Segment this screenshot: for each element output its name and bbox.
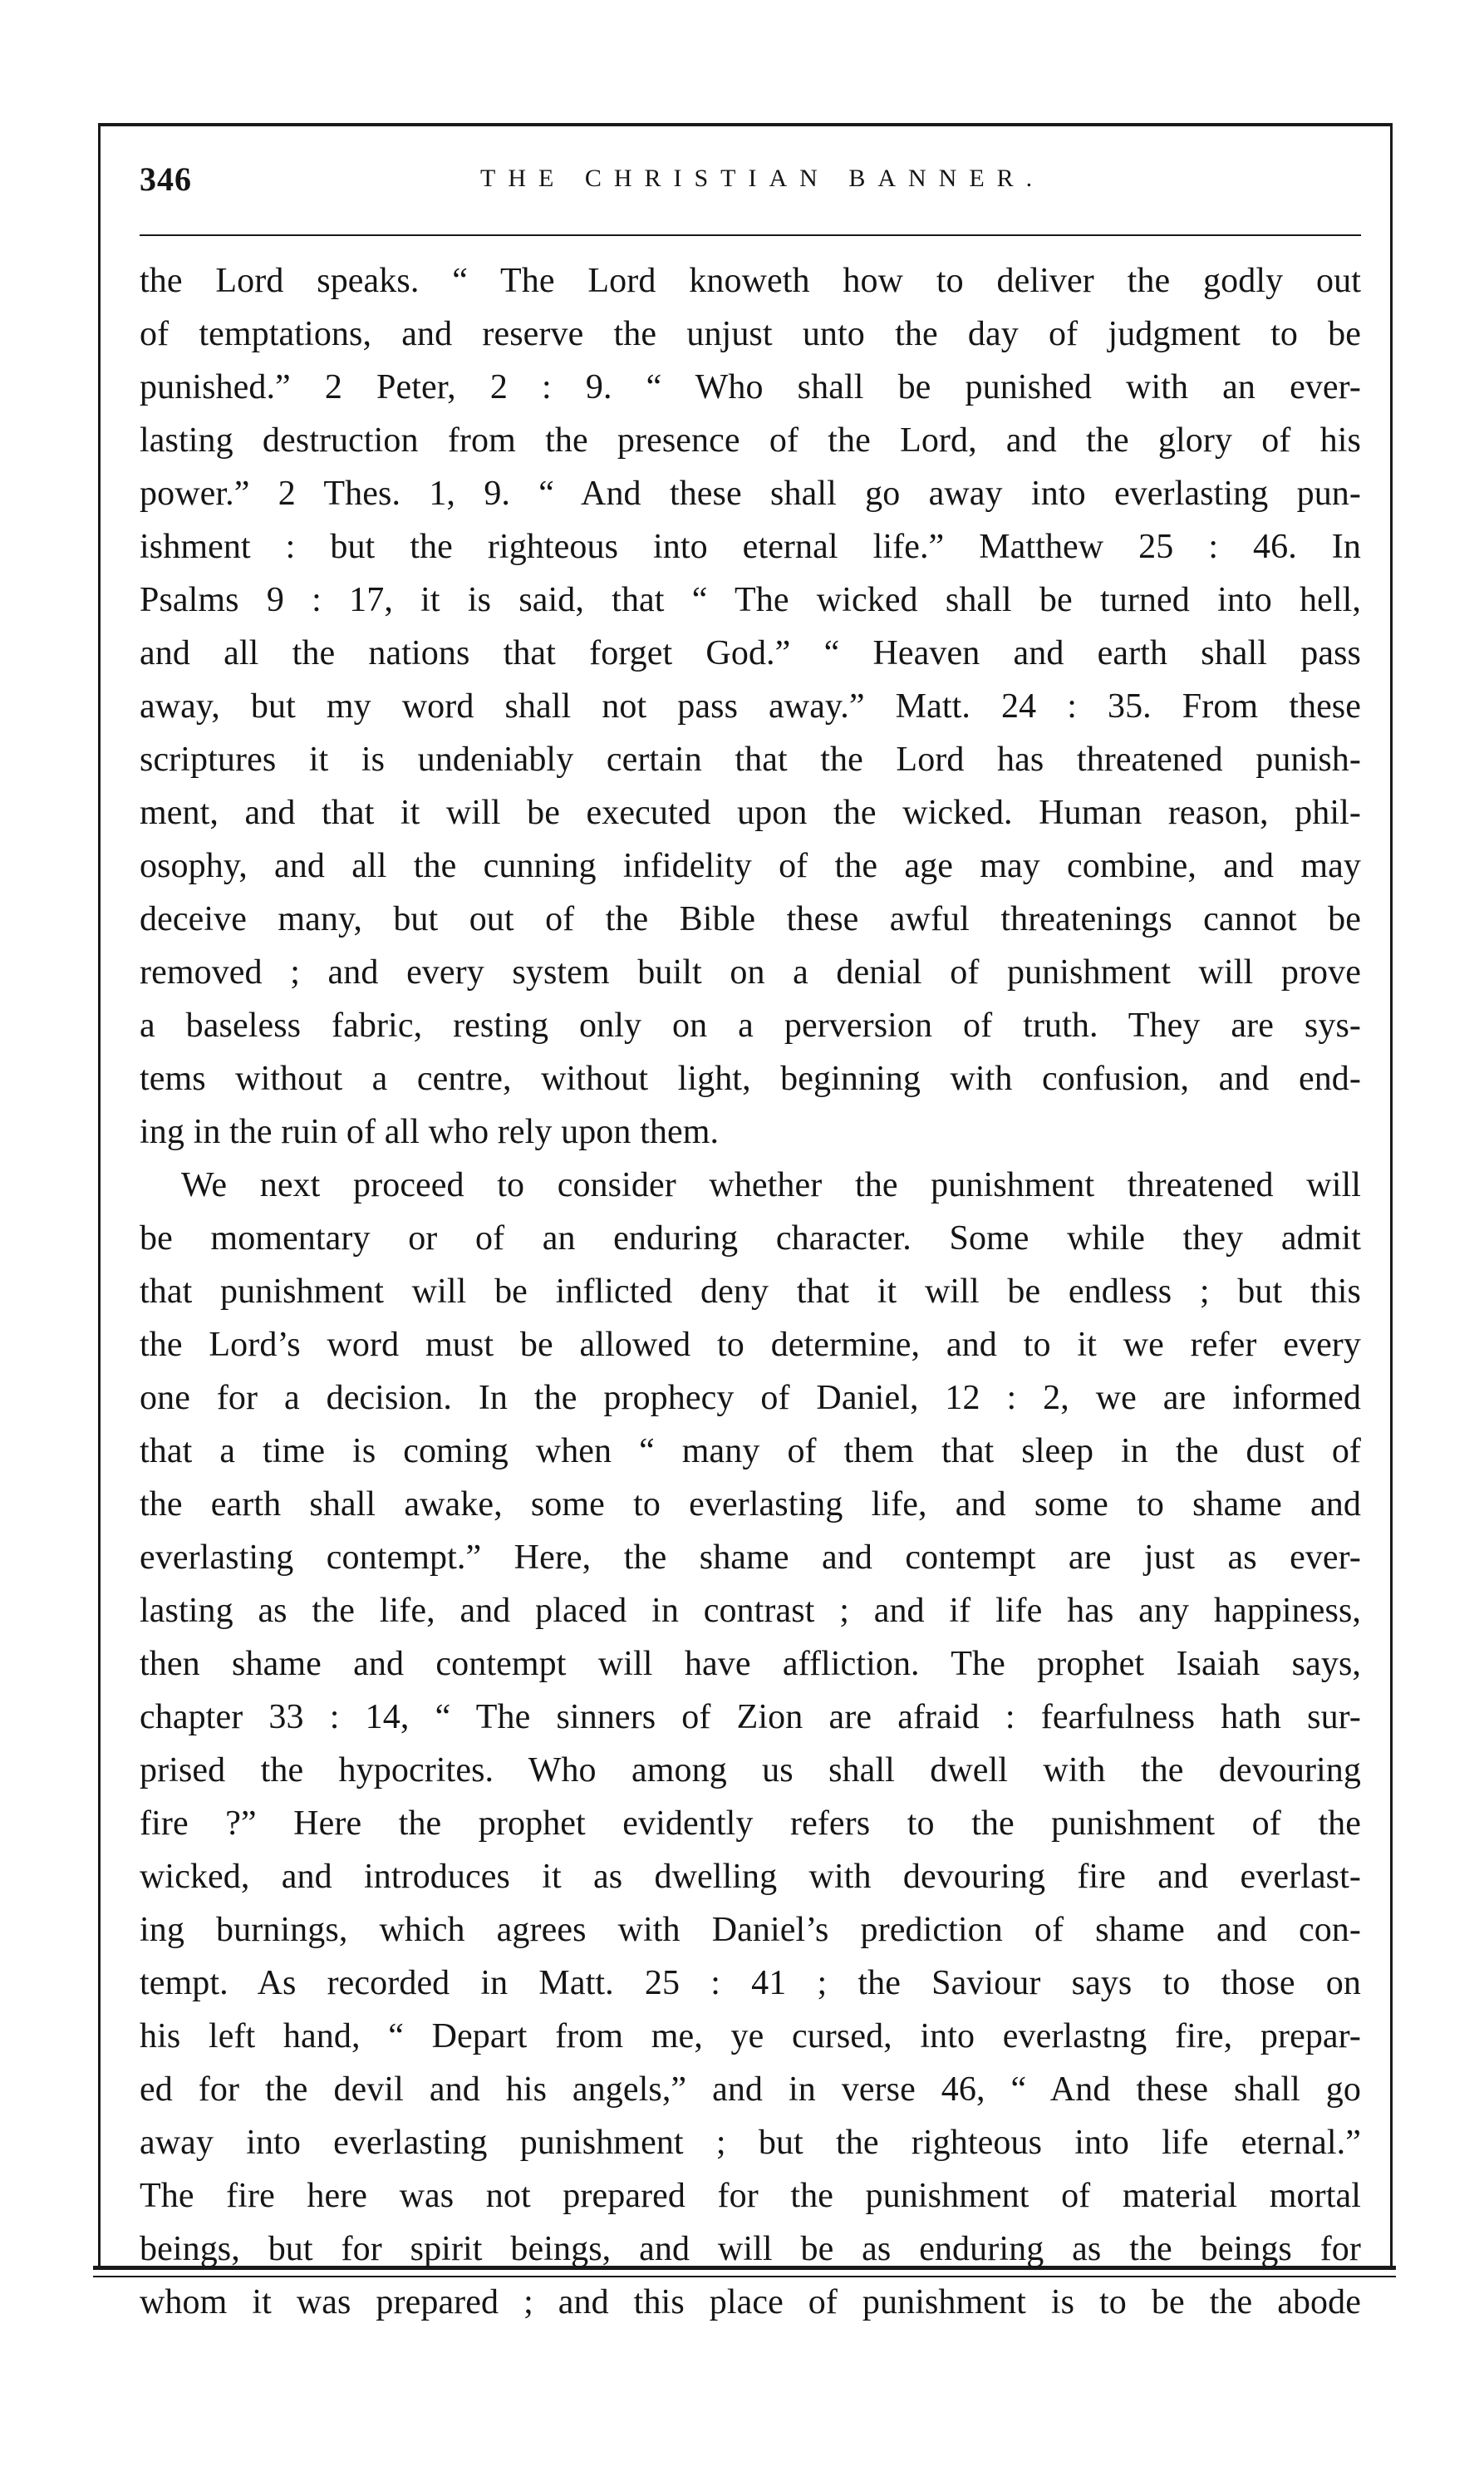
text-line: that punishment will be inflicted deny that it will be endless ; but this	[140, 1273, 1361, 1311]
text-line: everlasting contempt.” Here, the shame and contempt are just as ever-	[140, 1538, 1361, 1577]
text-line: ed for the devil and his angels,” and in verse 46, “ And these shall go	[140, 2070, 1361, 2109]
text-line: away, but my word shall not pass away.” Matt. 24 : 35. From these	[140, 687, 1361, 726]
text-line: prised the hypocrites. Who among us shall dwell with the devouring	[140, 1751, 1361, 1789]
page-header	[140, 160, 1361, 209]
text-line: ment, and that it will be executed upon the wicked. Human reason, phil-	[140, 794, 1361, 832]
text-line: power.” 2 Thes. 1, 9. “ And these shall go away into everlasting pun-	[140, 475, 1361, 513]
text-line: tems without a centre, without light, beginning with confusion, and end-	[140, 1060, 1361, 1098]
text-line: the Lord’s word must be allowed to determine, and to it we refer every	[140, 1326, 1361, 1364]
text-line: of temptations, and reserve the unjust unto the day of judgment to be	[140, 315, 1361, 353]
text-line: ishment : but the righteous into eternal life.” Matthew 25 : 46. In	[140, 528, 1361, 566]
text-line: removed ; and every system built on a denial of punishment will prove	[140, 953, 1361, 992]
text-line: the earth shall awake, some to everlasting life, and some to shame and	[140, 1485, 1361, 1524]
text-line: beings, but for spirit beings, and will be as enduring as the beings for	[140, 2230, 1361, 2268]
text-line: tempt. As recorded in Matt. 25 : 41 ; the Saviour says to those on	[140, 1964, 1361, 2002]
text-line: osophy, and all the cunning infidelity of the age may combine, and may	[140, 847, 1361, 885]
text-line: a baseless fabric, resting only on a perversion of truth. They are sys-	[140, 1007, 1361, 1045]
text-line: ing burnings, which agrees with Daniel’s prediction of shame and con-	[140, 1911, 1361, 1949]
header-rule	[140, 234, 1361, 236]
text-line: punished.” 2 Peter, 2 : 9. “ Who shall be punished with an ever-	[140, 368, 1361, 406]
text-line: lasting as the life, and placed in contrast ; and if life has any happiness,	[140, 1592, 1361, 1630]
page-number: 346	[140, 160, 192, 198]
paragraph-end-line: ing in the ruin of all who rely upon them.	[140, 1113, 720, 1151]
text-line: whom it was prepared ; and this place of punishment is to be the abode	[140, 2283, 1361, 2321]
text-line: and all the nations that forget God.” “ Heaven and earth shall pass	[140, 634, 1361, 672]
text-line: lasting destruction from the presence of the Lord, and the glory of his	[140, 421, 1361, 460]
text-line: that a time is coming when “ many of them that sleep in the dust of	[140, 1432, 1361, 1470]
text-line: scriptures it is undeniably certain that the Lord has threatened punish-	[140, 741, 1361, 779]
paragraph-start-line: We next proceed to consider whether the punishment threatened will	[181, 1166, 1361, 1204]
text-line: then shame and contempt will have affliction. The prophet Isaiah says,	[140, 1645, 1361, 1683]
body-text	[140, 254, 1361, 2329]
text-line: deceive many, but out of the Bible these awful threatenings cannot be	[140, 900, 1361, 938]
text-line: the Lord speaks. “ The Lord knoweth how to deliver the godly out	[140, 262, 1361, 300]
text-line: one for a decision. In the prophecy of Daniel, 12 : 2, we are informed	[140, 1379, 1361, 1417]
text-line: The fire here was not prepared for the punishment of material mortal	[140, 2177, 1361, 2215]
text-line: fire ?” Here the prophet evidently refers to the punishment of the	[140, 1804, 1361, 1843]
text-line: chapter 33 : 14, “ The sinners of Zion are afraid : fearfulness hath sur-	[140, 1698, 1361, 1736]
text-line: wicked, and introduces it as dwelling with devouring fire and everlast-	[140, 1858, 1361, 1896]
text-line: Psalms 9 : 17, it is said, that “ The wicked shall be turned into hell,	[140, 581, 1361, 619]
text-line: be momentary or of an enduring character. Some while they admit	[140, 1219, 1361, 1258]
text-line: his left hand, “ Depart from me, ye cursed, into everlastng fire, prepar-	[140, 2017, 1361, 2055]
text-line: away into everlasting punishment ; but the righteous into life eternal.”	[140, 2124, 1361, 2162]
running-title: THE CHRISTIAN BANNER.	[480, 165, 1045, 192]
